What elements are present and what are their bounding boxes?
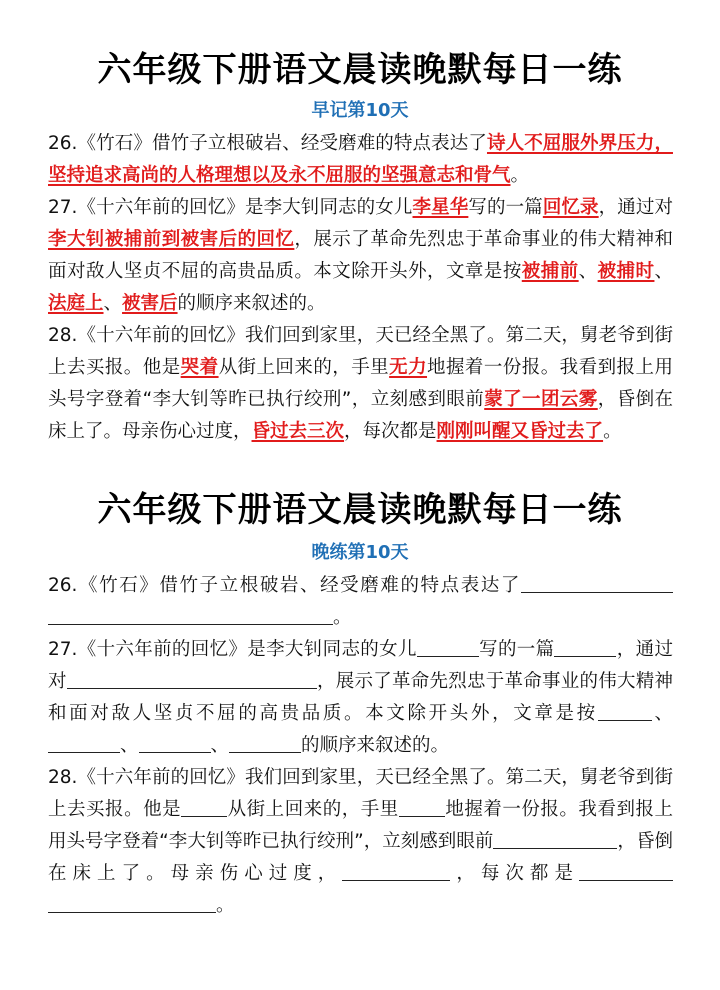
page-title: 六年级下册语文晨读晚默每日一练 xyxy=(97,50,623,90)
eq26-blank-2[interactable] xyxy=(48,602,333,625)
eq28-text-6: 。 xyxy=(216,895,235,916)
morning-subtitle: 早记第10天 xyxy=(311,100,409,121)
q28-answer-2: 无力 xyxy=(389,357,428,378)
eq26-blank-1[interactable] xyxy=(521,570,673,593)
morning-q28 xyxy=(48,320,673,448)
eq27-text-5: 的顺序来叙述的。 xyxy=(301,735,450,756)
q28-answer-1: 哭着 xyxy=(180,357,219,378)
eq27-blank-order-4[interactable] xyxy=(229,730,301,753)
q27-text-5: 的顺序来叙述的。 xyxy=(177,293,326,314)
eq27-text-3: ，通过对 xyxy=(48,639,673,692)
eq27-blank-content[interactable] xyxy=(67,666,317,689)
eq28-text-2: 从街上回来的，手里 xyxy=(227,799,399,820)
q27-text-2: 写的一篇 xyxy=(468,197,543,218)
eq27-blank-order-1[interactable] xyxy=(598,698,652,721)
eq27-blank-order-3[interactable] xyxy=(139,730,211,753)
evening-subtitle: 晚练第10天 xyxy=(311,542,409,563)
q27-text-1: 27.《十六年前的回忆》是李大钊同志的女儿 xyxy=(48,197,413,218)
q28-text-2: 从街上回来的，手里 xyxy=(218,357,390,378)
q27-answer-order-3: 法庭上 xyxy=(48,293,104,314)
eq28-blank-3a[interactable] xyxy=(493,826,571,849)
eq26-end: 。 xyxy=(333,607,352,628)
eq28-text-4: ，昏倒在床上了。母亲伤心过度， xyxy=(48,831,673,884)
q28-answer-5: 刚刚叫醒又昏过去了 xyxy=(436,421,604,442)
q27-sep-2: 、 xyxy=(654,261,673,282)
eq27-blank-author[interactable] xyxy=(417,634,479,657)
q26-answer: 诗人不屈服外界压力，坚持追求高尚的人格理想以及永不屈服的坚强意志和骨气 xyxy=(48,133,673,186)
eq28-blank-5b[interactable] xyxy=(48,890,216,913)
eq28-blank-2[interactable] xyxy=(399,794,445,817)
eq27-text-4: ，展示了革命先烈忠于革命事业的伟大精神和面对敌人坚贞不屈的高贵品质。本文除开头外，文章是按 xyxy=(48,671,673,724)
evening-q27 xyxy=(48,634,673,762)
eq27-blank-genre[interactable] xyxy=(554,634,616,657)
eq28-text-5: ，每次都是 xyxy=(450,863,579,884)
q27-answer-order-4: 被害后 xyxy=(122,293,178,314)
q28-text-6: 。 xyxy=(603,421,622,442)
q27-answer-author: 李星华 xyxy=(412,197,469,218)
eq28-blank-3b[interactable] xyxy=(571,826,617,849)
page-title-repeat: 六年级下册语文晨读晚默每日一练 xyxy=(97,490,623,530)
q27-sep-1: 、 xyxy=(578,261,598,282)
morning-questions xyxy=(48,128,673,448)
q27-answer-order-1: 被捕前 xyxy=(521,261,579,282)
morning-q27 xyxy=(48,192,673,320)
q26-text: 26.《竹石》借竹子立根破岩、经受磨难的特点表达了 xyxy=(48,133,487,154)
q28-answer-4: 昏过去三次 xyxy=(251,421,345,442)
q27-answer-genre: 回忆录 xyxy=(542,197,599,218)
morning-q26 xyxy=(48,128,673,192)
eq26-text: 26.《竹石》借竹子立根破岩、经受磨难的特点表达了 xyxy=(48,575,521,596)
eq27-text-2: 写的一篇 xyxy=(478,639,555,660)
q26-end: 。 xyxy=(510,165,530,186)
eq27-sep-3: 、 xyxy=(210,735,230,756)
q27-answer-order-2: 被捕时 xyxy=(597,261,655,282)
q27-sep-3: 、 xyxy=(103,293,123,314)
eq28-text-1: 28.《十六年前的回忆》我们回到家里，天已经全黑了。第二天，舅老爷到街上去买报。他是 xyxy=(48,767,673,820)
eq27-sep-1: 、 xyxy=(651,703,673,724)
eq27-sep-2: 、 xyxy=(120,735,139,756)
q27-text-4: ，展示了革命先烈忠于革命事业的伟大精神和面对敌人坚贞不屈的高贵品质。本文除开头外，文章是按 xyxy=(48,229,673,282)
q28-text-3: 地握着一份报。我看到报上用头号字登着“李大钊等昨已执行绞刑”，立刻感到眼前 xyxy=(48,357,673,410)
eq28-text-3: 地握着一份报。我看到报上用头号字登着“李大钊等昨已执行绞刑”，立刻感到眼前 xyxy=(48,799,673,852)
eq27-text-1: 27.《十六年前的回忆》是李大钊同志的女儿 xyxy=(48,639,417,660)
evening-q26 xyxy=(48,570,673,634)
eq28-blank-1[interactable] xyxy=(181,794,227,817)
evening-q28 xyxy=(48,762,673,922)
q28-text-4: ，昏倒在床上了。母亲伤心过度， xyxy=(48,389,673,442)
q28-text-1: 28.《十六年前的回忆》我们回到家里，天已经全黑了。第二天，舅老爷到街上去买报。他是 xyxy=(48,325,673,378)
q28-text-5: ，每次都是 xyxy=(344,421,437,442)
eq28-blank-4[interactable] xyxy=(342,858,450,881)
q28-answer-3: 蒙了一团云雾 xyxy=(484,389,598,410)
evening-questions xyxy=(48,570,673,922)
q27-text-3: ，通过对 xyxy=(598,197,673,218)
eq27-blank-order-2[interactable] xyxy=(48,730,120,753)
eq28-blank-5a[interactable] xyxy=(579,858,673,881)
q27-answer-content: 李大钊被捕前到被害后的回忆 xyxy=(48,229,295,250)
